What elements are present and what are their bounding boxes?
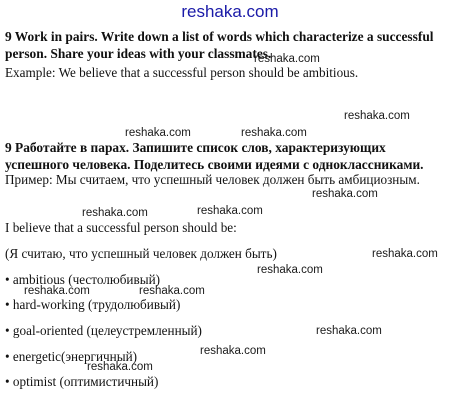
- exercise-en-heading-line-1: 9 Work in pairs. Write down a list of words which characterize a successful: [5, 29, 434, 44]
- watermark: reshaka.com: [24, 285, 90, 297]
- exercise-ru-example: Пример: Мы считаем, что успешный человек должен быть амбициозным.: [5, 172, 420, 187]
- watermark: reshaka.com: [197, 205, 263, 217]
- watermark: reshaka.com: [254, 53, 320, 65]
- exercise-ru-heading-line-1: 9 Работайте в парах. Запишите список слов, характеризующих: [5, 140, 386, 155]
- answer-item-optimist: • optimist (оптимистичный): [5, 374, 159, 389]
- watermark: reshaka.com: [316, 325, 382, 337]
- watermark: reshaka.com: [139, 285, 205, 297]
- exercise-en-example: Example: We believe that a successful person should be ambitious.: [5, 65, 359, 80]
- answer-intro: I believe that a successful person should be:: [5, 220, 237, 235]
- answer-item-hard-working: • hard-working (трудолюбивый): [5, 297, 181, 312]
- watermark: reshaka.com: [87, 361, 153, 373]
- site-title[interactable]: reshaka.com: [181, 2, 279, 21]
- exercise-en-heading-line-2: person. Share your ideas with your classmates.: [5, 46, 272, 61]
- watermark: reshaka.com: [312, 188, 378, 200]
- answer-item-goal-oriented: • goal-oriented (целеустремленный): [5, 323, 202, 338]
- answer-intro-translation: (Я считаю, что успешный человек должен быть): [5, 246, 277, 261]
- watermark: reshaka.com: [344, 110, 410, 122]
- watermark: reshaka.com: [372, 248, 438, 260]
- watermark: reshaka.com: [125, 127, 191, 139]
- watermark: reshaka.com: [200, 345, 266, 357]
- answer-item-energetic: • energetic(энергичный): [5, 349, 138, 364]
- watermark: reshaka.com: [82, 207, 148, 219]
- answer-item-ambitious: • ambitious (честолюбивый): [5, 272, 161, 287]
- exercise-ru-heading-line-2: успешного человека. Поделитесь своими идеями с одноклассниками.: [5, 157, 424, 172]
- watermark: reshaka.com: [241, 127, 307, 139]
- watermark: reshaka.com: [257, 264, 323, 276]
